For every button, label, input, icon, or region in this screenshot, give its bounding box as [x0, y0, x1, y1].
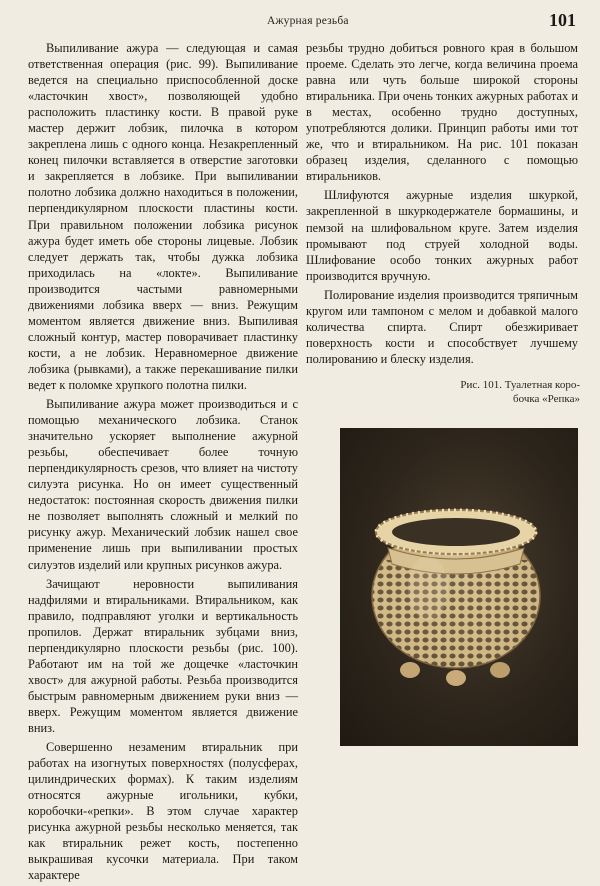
paragraph: Совершенно незаменим втиральник при работах на изогнутых поверхностях (полусферах, цилиндрических формах). К таким изделиям относятся ажурные игольники, кубки, коробочки-«репки». В этом случае характер рисунка ажурной резьбы несколько меняется, так как втиральник режет кость, постепенно выкрашивая кусочки материала. При таком характере — [28, 740, 298, 883]
paragraph: Выпиливание ажура может производиться и с помощью механического лобзика. Станок значительно ускоряет выполнение ажурной резьбы, обеспечивает более точную перпендикулярность срезов, что влияет на чистоту силуэта рисунка. Но он имеет существенный недостаток: постоянная скорость движения пилки не позволяет выполнять сложный и мелкий по рисунку ажур. Механический лобзик нашел свое применение лишь при выпиливании простых силуэтов изделий или крупных рисунков ажура. — [28, 397, 298, 572]
figure-caption — [430, 378, 580, 406]
paragraph: Зачищают неровности выпиливания надфилями и втиральниками. Втиральником, как правило, подправляют уголки и вертикальность пропилов. Держат втиральник зубцами вниз, перпендикулярно плоскости резьбы (рис. 100). Работают им на той же дощечке «ласточкин хвост» для ажурной работы. Резьба производится быстрым равномерным движением руки вниз — вверх. Режущим моментом является движение вниз. — [28, 576, 298, 735]
caption-line: бочка «Репка» — [513, 393, 580, 405]
caption-line: Рис. 101. Туалетная коро- — [460, 379, 580, 391]
running-title: Ажурная резьба — [267, 15, 349, 27]
foot — [490, 662, 510, 678]
page-number: 101 — [549, 10, 576, 30]
paragraph: Полирование изделия производится тряпичным кругом или тампоном с мелом и добавкой малого количества спирта. Спирт обезжиривает поверхность кости и способствует лучшему полированию и блеску изделия. — [306, 287, 578, 366]
openwork-box-illustration — [340, 428, 578, 746]
right-column — [306, 40, 578, 370]
foot — [446, 670, 466, 686]
foot — [400, 662, 420, 678]
rim-opening — [392, 518, 520, 546]
figure-photo — [340, 428, 578, 746]
openwork-mesh — [370, 560, 542, 670]
left-column — [28, 40, 298, 886]
paragraph: Выпиливание ажура — следующая и самая ответственная операция (рис. 99). Выпиливание ведется на специально приспособленной доске «ласточкин хвост», позволяющей удобно расположить пластинку кости. В правой руке мастер держит лобзик, пилочка в котором закреплена лишь с одного конца. Незакрепленный конец пилочки вставляется в отверстие заготовки и закрепляется в лобзике. При выпиливании полотно лобзика должно находиться в положении, перпендикулярном плоскости пластины кости. При правильном положении лобзика рисунок ажура будет иметь обе стороны лицевые. Лобзик следует держать так, чтобы дужка лобзика приходилась на «локте». Выпиливание производится частыми равномерными движениями лобзика вверх — вниз. Режущим моментом является движение вниз. Выпиливая сложный контур, мастер поворачивает пластинку кости, а не лобзик. Неравномерное движение лобзика (рывками), а также перекашивание пилки ведет к поломке хрупкого полотна пилки. — [28, 41, 298, 392]
paragraph-continuation: резьбы трудно добиться ровного края в большом проеме. Сделать это легче, когда величина проема равна или чуть больше широкой стороны втиральника. При очень тонких ажурных работах и в местах, особенно трудно доступных, употребляются долики. Принцип работы ими тот же, что и втиральником. На рис. 101 показан образец изделия, сделанного с помощью втиральников. — [306, 41, 578, 184]
paragraph: Шлифуются ажурные изделия шкуркой, закрепленной в шкуркодержателе бормашины, и пемзой на шлифовальном круге. Затем изделия промывают под струей холодной воды. Шлифование особо тонких ажурных работ производится вручную. — [306, 188, 578, 283]
